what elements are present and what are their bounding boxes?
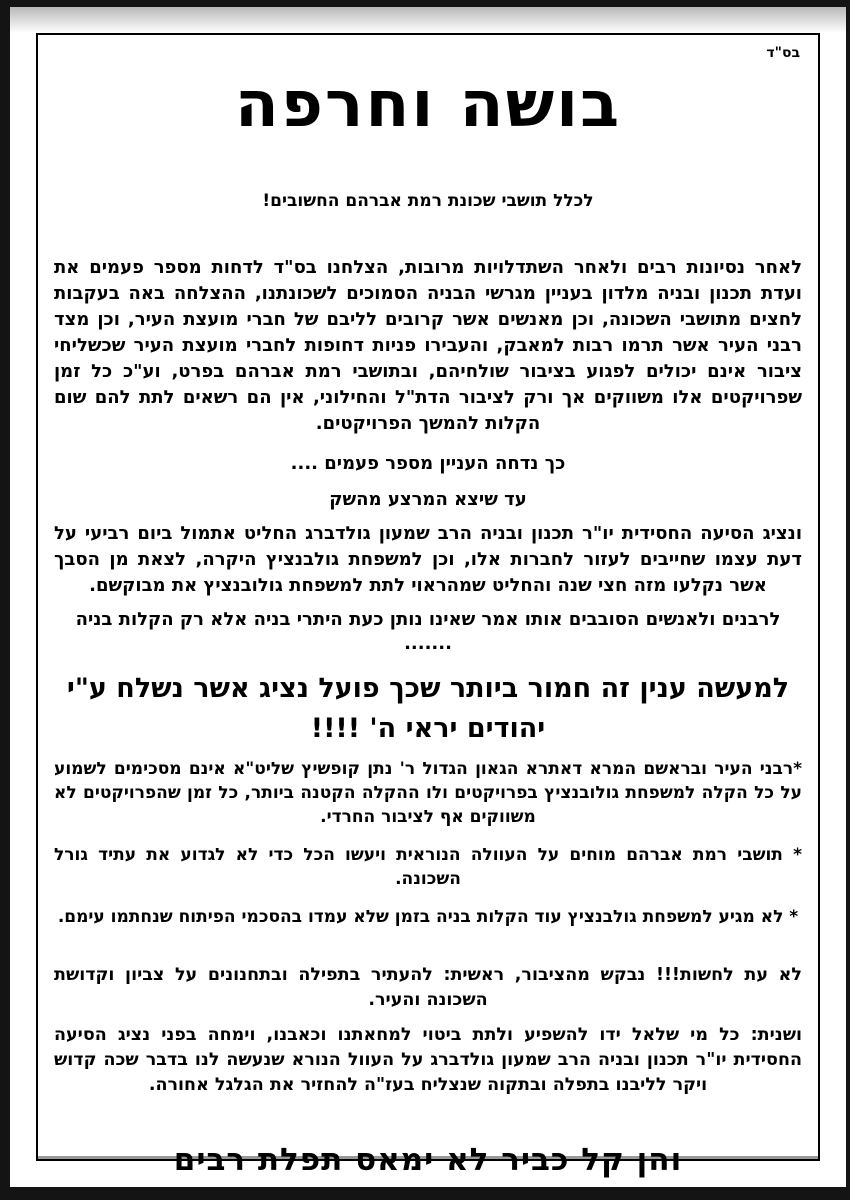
salutation-line: לכלל תושבי שכונת רמת אברהם החשובים!: [262, 191, 594, 211]
call-to-action-first: לא עת לחשות!!! נבקש מהציבור, ראשית: להעתיר בתפילה ובתחנונים על צביון וקדושת השכונה והעיר.: [54, 965, 802, 1010]
bullet-item-no-easements: * לא מגיע למשפחת גולבנציץ עוד הקלות בניה בזמן שלא עמדו בהסכמי הפיתוח שנחתמו עימם.: [57, 907, 799, 927]
call-to-action-second: ושנית: כל מי שלאל ידו להשפיע ולתת ביטוי למחאתנו וכאבנו, וימחה בפני נציג הסיעה החסידית יו"ר תכנון ובניה הרב שמעון גולדברג על העוול הנורא שנעשה לנו בדבר שכה קדוש ויקר לליבנו בתפלה ובתקוה שנצליח בעז"ה להחזיר את הגלגל אחורה.: [54, 1025, 802, 1095]
poster-border-frame: [36, 33, 820, 1178]
bsd-mark: בס"ד: [766, 45, 800, 61]
rabbis-quote-line: לרבנים ולאנשים הסובבים אותו אמר שאינו נותן כעת היתרי בניה אלא רק הקלות בניה .......: [75, 609, 781, 654]
postponed-line: כך נדחה העניין מספר פעמים ....: [290, 453, 566, 474]
bullet-item-rabbis-oppose: *רבני העיר ובראשם המרא דאתרא הגאון הגדול ר' נתן קופשיץ שליט"א אינם מסכימים לשמוע על כל הקלה למשפחת גולובנציץ בפרויקטים ולו ההקלה הקטנה ביותר, כל זמן שהפרויקטים לא משווקים אף לציבור החרדי.: [54, 759, 802, 827]
closing-verse: והן קל כביר לא ימאס תפלת רבים: [173, 1142, 683, 1178]
bold-statement: [54, 669, 802, 749]
statement-line-1: למעשה ענין זה חמור ביותר שכך פועל נציג אשר נשלח ע"י: [66, 673, 790, 704]
representative-paragraph: ונציג הסיעה החסידית יו"ר תכנון ובניה הרב שמעון גולדברג החליט אתמול ביום רביעי על דעת עצמו שחייבים לעזור לחברות אלו, וכן למשפחת גולבנציץ היקרה, לצאת מן הסבך אשר נקלעו מזה חצי שנה והחליט שמהראוי לתת למשפחת גולובנציץ את מבוקשם.: [54, 523, 802, 596]
main-title: בושה וחרפה: [234, 68, 622, 142]
awl-out-of-sack-line: עד שיצא המרצע מהשק: [329, 489, 527, 510]
bullet-item-residents-protest: * תושבי רמת אברהם מוחים על העוולה הנוראית ויעשו הכל כדי לא לגדוע את עתיד גורל השכונה.: [54, 845, 802, 889]
intro-paragraph: לאחר נסיונות רבים ולאחר השתדלויות מרובות, הצלחנו בס"ד לדחות מספר פעמים את ועדת תכנון ובניה מלדון בעניין מגרשי הבניה הסמוכים לשכונתנו, ההצלחה באה בעקבות לחצים מתושבי השכונה, וכן מאנשים אשר קרובים לליבם של חברי מועצת העיר, וכן מצד רבני העיר אשר תרמו רבות למאבק, והעבירו פניות דחופות לחברי מועצת העיר שכשליחי ציבור אינם יכולים לפגוע בציבור שולחיהם, ובתושבי רמת אברהם בפרט, וע"כ כל זמן שפרויקטים אלו משווקים אך ורק לציבור הדת"ל והחילוני, אין הם רשאים לתת להם שום הקלות להמשך הפרויקטים.: [54, 257, 802, 434]
poster-page: [10, 7, 846, 1187]
statement-line-2: יהודים יראי ה' !!!!: [310, 713, 546, 744]
